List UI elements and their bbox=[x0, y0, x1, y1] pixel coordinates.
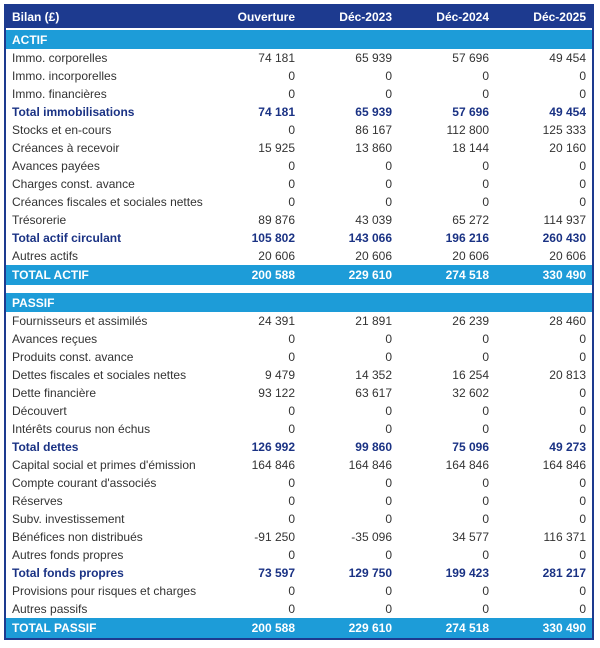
table-row bbox=[6, 492, 592, 510]
row-label: Avances reçues bbox=[12, 332, 98, 346]
row-label: Fournisseurs et assimilés bbox=[12, 314, 148, 328]
cell-value: 13 860 bbox=[355, 141, 392, 155]
cell-value: 0 bbox=[482, 404, 489, 418]
cell-value: 0 bbox=[482, 584, 489, 598]
cell-value: 0 bbox=[288, 332, 295, 346]
cell-value: 0 bbox=[482, 422, 489, 436]
cell-value: 63 617 bbox=[355, 386, 392, 400]
table-header-row bbox=[6, 6, 592, 30]
cell-value: 32 602 bbox=[452, 386, 489, 400]
cell-value: 0 bbox=[288, 87, 295, 101]
cell-value: 0 bbox=[288, 512, 295, 526]
cell-value: 0 bbox=[385, 177, 392, 191]
cell-value: 330 490 bbox=[542, 621, 586, 635]
column-header-dec-2023: Déc-2023 bbox=[339, 10, 392, 24]
cell-value: 0 bbox=[482, 602, 489, 616]
cell-value: 20 606 bbox=[452, 249, 489, 263]
section-header-row bbox=[6, 293, 592, 312]
cell-value: 0 bbox=[579, 422, 586, 436]
cell-value: 65 939 bbox=[355, 105, 392, 119]
cell-value: 330 490 bbox=[542, 268, 586, 282]
table-row bbox=[6, 330, 592, 348]
total-row bbox=[6, 265, 592, 285]
cell-value: 229 610 bbox=[348, 268, 392, 282]
cell-value: 74 181 bbox=[258, 105, 295, 119]
cell-value: 57 696 bbox=[452, 51, 489, 65]
row-label: Compte courant d'associés bbox=[12, 476, 157, 490]
row-label: ACTIF bbox=[12, 32, 48, 47]
row-label: Réserves bbox=[12, 494, 63, 508]
cell-value: 112 800 bbox=[446, 123, 489, 137]
cell-value: 0 bbox=[385, 332, 392, 346]
cell-value: 0 bbox=[385, 195, 392, 209]
cell-value: 229 610 bbox=[348, 621, 392, 635]
row-label: Dette financière bbox=[12, 386, 97, 400]
table-row bbox=[6, 402, 592, 420]
cell-value: 0 bbox=[385, 548, 392, 562]
cell-value: 0 bbox=[482, 494, 489, 508]
cell-value: 0 bbox=[482, 195, 489, 209]
row-label: Avances payées bbox=[12, 159, 100, 173]
table-row bbox=[6, 121, 592, 139]
row-label: Trésorerie bbox=[12, 213, 67, 227]
cell-value: 200 588 bbox=[251, 268, 295, 282]
cell-value: 49 273 bbox=[549, 440, 586, 454]
cell-value: 125 333 bbox=[542, 123, 586, 137]
cell-value: 49 454 bbox=[549, 51, 586, 65]
table-row bbox=[6, 175, 592, 193]
cell-value: 274 518 bbox=[445, 621, 489, 635]
cell-value: 260 430 bbox=[542, 231, 586, 245]
cell-value: 0 bbox=[385, 159, 392, 173]
table-row bbox=[6, 193, 592, 211]
row-label: Bénéfices non distribués bbox=[12, 530, 143, 544]
cell-value: 21 891 bbox=[355, 314, 392, 328]
column-header-dec-2025: Déc-2025 bbox=[533, 10, 586, 24]
cell-value: 0 bbox=[385, 422, 392, 436]
cell-value: 0 bbox=[579, 512, 586, 526]
table-row bbox=[6, 229, 592, 247]
cell-value: 89 876 bbox=[258, 213, 295, 227]
cell-value: 0 bbox=[288, 602, 295, 616]
table-row bbox=[6, 366, 592, 384]
cell-value: -35 096 bbox=[351, 530, 392, 544]
cell-value: 34 577 bbox=[452, 530, 489, 544]
row-label: Total actif circulant bbox=[12, 231, 122, 245]
cell-value: 143 066 bbox=[348, 231, 392, 245]
cell-value: 0 bbox=[579, 350, 586, 364]
cell-value: 65 939 bbox=[355, 51, 392, 65]
cell-value: 0 bbox=[288, 422, 295, 436]
cell-value: 0 bbox=[288, 494, 295, 508]
section-header-row bbox=[6, 30, 592, 49]
cell-value: 164 846 bbox=[251, 458, 295, 472]
cell-value: 99 860 bbox=[355, 440, 392, 454]
cell-value: 0 bbox=[579, 476, 586, 490]
cell-value: 116 371 bbox=[543, 530, 586, 544]
column-header-ouverture: Ouverture bbox=[237, 10, 295, 24]
table-row bbox=[6, 528, 592, 546]
cell-value: 0 bbox=[579, 159, 586, 173]
table-row bbox=[6, 456, 592, 474]
cell-value: 164 846 bbox=[542, 458, 586, 472]
cell-value: 0 bbox=[288, 584, 295, 598]
row-label: Dettes fiscales et sociales nettes bbox=[12, 368, 187, 382]
cell-value: 0 bbox=[482, 350, 489, 364]
table-row bbox=[6, 600, 592, 618]
row-label: Autres fonds propres bbox=[12, 548, 124, 562]
row-label: Immo. corporelles bbox=[12, 51, 108, 65]
row-label: Découvert bbox=[12, 404, 67, 418]
cell-value: 24 391 bbox=[258, 314, 295, 328]
table-row bbox=[6, 546, 592, 564]
cell-value: 0 bbox=[579, 494, 586, 508]
cell-value: 199 423 bbox=[445, 566, 489, 580]
cell-value: 0 bbox=[482, 159, 489, 173]
cell-value: 93 122 bbox=[258, 386, 295, 400]
row-label: Charges const. avance bbox=[12, 177, 135, 191]
table-row bbox=[6, 510, 592, 528]
cell-value: 0 bbox=[482, 87, 489, 101]
cell-value: 0 bbox=[385, 584, 392, 598]
table-row bbox=[6, 438, 592, 456]
cell-value: 0 bbox=[288, 177, 295, 191]
cell-value: 105 802 bbox=[251, 231, 295, 245]
cell-value: 0 bbox=[385, 602, 392, 616]
cell-value: 43 039 bbox=[355, 213, 392, 227]
cell-value: 20 606 bbox=[549, 249, 586, 263]
table-row bbox=[6, 582, 592, 600]
cell-value: 0 bbox=[579, 87, 586, 101]
row-label: Intérêts courus non échus bbox=[12, 422, 151, 436]
row-label: Autres passifs bbox=[12, 602, 88, 616]
cell-value: 0 bbox=[579, 404, 586, 418]
cell-value: 0 bbox=[579, 332, 586, 346]
table-row bbox=[6, 67, 592, 85]
row-label: Total dettes bbox=[12, 440, 79, 454]
cell-value: 0 bbox=[288, 159, 295, 173]
row-label: Total immobilisations bbox=[12, 105, 135, 119]
cell-value: 0 bbox=[385, 476, 392, 490]
cell-value: 28 460 bbox=[549, 314, 586, 328]
cell-value: 0 bbox=[385, 69, 392, 83]
table-row bbox=[6, 157, 592, 175]
balance-sheet-table bbox=[4, 4, 594, 640]
cell-value: 20 606 bbox=[258, 249, 295, 263]
table-row bbox=[6, 103, 592, 121]
cell-value: 0 bbox=[482, 476, 489, 490]
row-label: TOTAL ACTIF bbox=[12, 268, 89, 282]
cell-value: 20 160 bbox=[549, 141, 586, 155]
row-label: Provisions pour risques et charges bbox=[12, 584, 197, 598]
row-label: TOTAL PASSIF bbox=[12, 621, 97, 635]
cell-value: 126 992 bbox=[251, 440, 295, 454]
cell-value: 0 bbox=[579, 602, 586, 616]
table-row bbox=[6, 348, 592, 366]
table-row bbox=[6, 312, 592, 330]
cell-value: 0 bbox=[482, 332, 489, 346]
cell-value: 0 bbox=[385, 512, 392, 526]
cell-value: 74 181 bbox=[258, 51, 295, 65]
cell-value: 0 bbox=[288, 404, 295, 418]
row-label: Créances à recevoir bbox=[12, 141, 120, 155]
cell-value: 129 750 bbox=[348, 566, 392, 580]
table-body bbox=[6, 30, 592, 638]
cell-value: 49 454 bbox=[549, 105, 586, 119]
table-row bbox=[6, 420, 592, 438]
table-row bbox=[6, 85, 592, 103]
cell-value: 0 bbox=[288, 548, 295, 562]
table-row bbox=[6, 384, 592, 402]
row-label: Capital social et primes d'émission bbox=[12, 458, 196, 472]
cell-value: 0 bbox=[482, 69, 489, 83]
row-label: Autres actifs bbox=[12, 249, 79, 263]
cell-value: 14 352 bbox=[355, 368, 392, 382]
cell-value: 16 254 bbox=[452, 368, 489, 382]
cell-value: 9 479 bbox=[264, 368, 295, 382]
cell-value: 0 bbox=[288, 123, 295, 137]
table-row bbox=[6, 564, 592, 582]
cell-value: 0 bbox=[288, 476, 295, 490]
cell-value: 57 696 bbox=[452, 105, 489, 119]
cell-value: 0 bbox=[385, 494, 392, 508]
cell-value: 0 bbox=[579, 69, 586, 83]
cell-value: -91 250 bbox=[254, 530, 295, 544]
cell-value: 200 588 bbox=[251, 621, 295, 635]
cell-value: 274 518 bbox=[445, 268, 489, 282]
cell-value: 0 bbox=[385, 404, 392, 418]
row-label: Immo. incorporelles bbox=[12, 69, 117, 83]
table-title: Bilan (£) bbox=[12, 10, 60, 24]
table-row bbox=[6, 211, 592, 229]
cell-value: 0 bbox=[288, 350, 295, 364]
row-label: Total fonds propres bbox=[12, 566, 124, 580]
cell-value: 164 846 bbox=[445, 458, 489, 472]
row-label: Immo. financières bbox=[12, 87, 107, 101]
row-label: Subv. investissement bbox=[12, 512, 125, 526]
cell-value: 20 813 bbox=[549, 368, 586, 382]
cell-value: 0 bbox=[482, 548, 489, 562]
cell-value: 75 096 bbox=[452, 440, 489, 454]
cell-value: 0 bbox=[482, 512, 489, 526]
cell-value: 0 bbox=[579, 386, 586, 400]
cell-value: 196 216 bbox=[445, 231, 489, 245]
cell-value: 20 606 bbox=[355, 249, 392, 263]
section-gap bbox=[6, 285, 592, 293]
cell-value: 0 bbox=[482, 177, 489, 191]
cell-value: 0 bbox=[579, 548, 586, 562]
cell-value: 0 bbox=[385, 350, 392, 364]
total-row bbox=[6, 618, 592, 638]
row-label: Produits const. avance bbox=[12, 350, 134, 364]
cell-value: 86 167 bbox=[355, 123, 392, 137]
cell-value: 65 272 bbox=[452, 213, 489, 227]
cell-value: 26 239 bbox=[452, 314, 489, 328]
cell-value: 0 bbox=[288, 195, 295, 209]
cell-value: 0 bbox=[579, 584, 586, 598]
cell-value: 0 bbox=[385, 87, 392, 101]
table-row bbox=[6, 247, 592, 265]
cell-value: 164 846 bbox=[348, 458, 392, 472]
cell-value: 0 bbox=[579, 195, 586, 209]
cell-value: 18 144 bbox=[452, 141, 489, 155]
table-row bbox=[6, 474, 592, 492]
cell-value: 0 bbox=[579, 177, 586, 191]
cell-value: 114 937 bbox=[543, 213, 586, 227]
row-label: PASSIF bbox=[12, 295, 55, 310]
cell-value: 15 925 bbox=[258, 141, 295, 155]
table-row bbox=[6, 49, 592, 67]
cell-value: 281 217 bbox=[542, 566, 586, 580]
row-label: Stocks et en-cours bbox=[12, 123, 112, 137]
cell-value: 73 597 bbox=[258, 566, 295, 580]
cell-value: 0 bbox=[288, 69, 295, 83]
table-row bbox=[6, 139, 592, 157]
row-label: Créances fiscales et sociales nettes bbox=[12, 195, 203, 209]
column-header-dec-2024: Déc-2024 bbox=[436, 10, 489, 24]
